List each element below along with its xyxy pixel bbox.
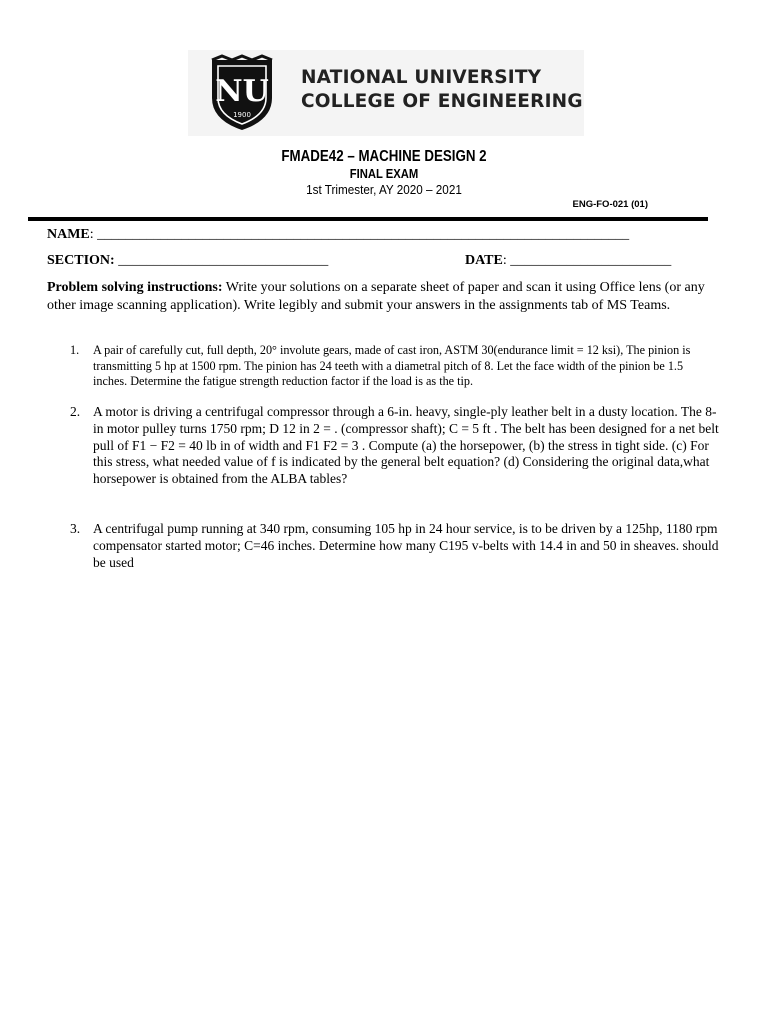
name-line: : ____________________________________________________________________________ — [89, 227, 630, 242]
section-field — [47, 252, 328, 270]
question-text: A pair of carefully cut, full depth, 20° involute gears, made of cast iron, ASTM 30(endurance limit = 12 ksi), The pinion is transmitting 5 hp at 1500 rpm. The pinion has 24 teeth with a diametral pitch of 8. Let the face width of the pinion be 1.5 inches. Determine the fatigue strength reduction factor if the load is as the tip. — [93, 343, 691, 388]
question-number: 2. — [70, 404, 81, 419]
instructions-paragraph — [47, 279, 707, 315]
seal-monogram: NU — [215, 74, 269, 109]
name-label: NAME — [47, 227, 90, 242]
question-text: A centrifugal pump running at 340 rpm, consuming 105 hp in 24 hour service, is to be driven by a 125hp, 1180 rpm compensator started motor; C=46 inches. Determine how many C195 v-belts with 14.4 in and 50 in sheaves. should be used — [93, 521, 719, 570]
date-field — [465, 252, 671, 270]
question-number: 3. — [70, 521, 81, 536]
university-name-line1: NATIONAL UNIVERSITY — [301, 67, 542, 88]
course-title: FMADE42 – MACHINE DESIGN 2 — [281, 148, 487, 165]
form-code: ENG-FO-021 (01) — [572, 199, 648, 210]
exam-type: FINAL EXAM — [349, 167, 419, 181]
seal-year: 1900 — [233, 111, 251, 119]
question-item — [70, 521, 720, 571]
university-logo-banner — [188, 50, 584, 136]
university-name — [301, 66, 583, 114]
question-text: A motor is driving a centrifugal compressor through a 6-in. heavy, single-ply leather belt in a dusty location. The 8-in motor pulley turns 1750 rpm; D 12 in 2 = . (compressor shaft); C = 5 ft . The belt has been designed for a net belt pull of F1 − F2 = 40 lb in of width and F1 F2 = 3 . Compute (a) the horsepower, (b) the stress in tight side. (c) For this stress, what needed value of f is indicated by the general belt equation? (d) Considering the original data,what horsepower is obtained from the ALBA tables? — [93, 404, 719, 487]
instructions-label: Problem solving instructions: — [47, 280, 223, 295]
name-field — [47, 226, 629, 244]
college-name-line2: COLLEGE OF ENGINEERING — [301, 91, 583, 112]
section-line: ______________________________ — [118, 253, 329, 268]
date-line: : _______________________ — [502, 253, 672, 268]
academic-term: 1st Trimester, AY 2020 – 2021 — [306, 182, 462, 197]
question-number: 1. — [70, 343, 80, 357]
section-label: SECTION: — [47, 253, 119, 268]
university-seal-icon — [206, 54, 278, 132]
question-item — [70, 343, 720, 390]
header-divider — [28, 217, 708, 221]
question-item — [70, 404, 720, 488]
instructions-text: Write your solutions on a separate sheet of paper and scan it using Office lens (or any other image scanning application). Write legibly and submit your answers in the assignments tab of MS Teams. — [47, 280, 705, 313]
date-label: DATE — [465, 253, 503, 268]
